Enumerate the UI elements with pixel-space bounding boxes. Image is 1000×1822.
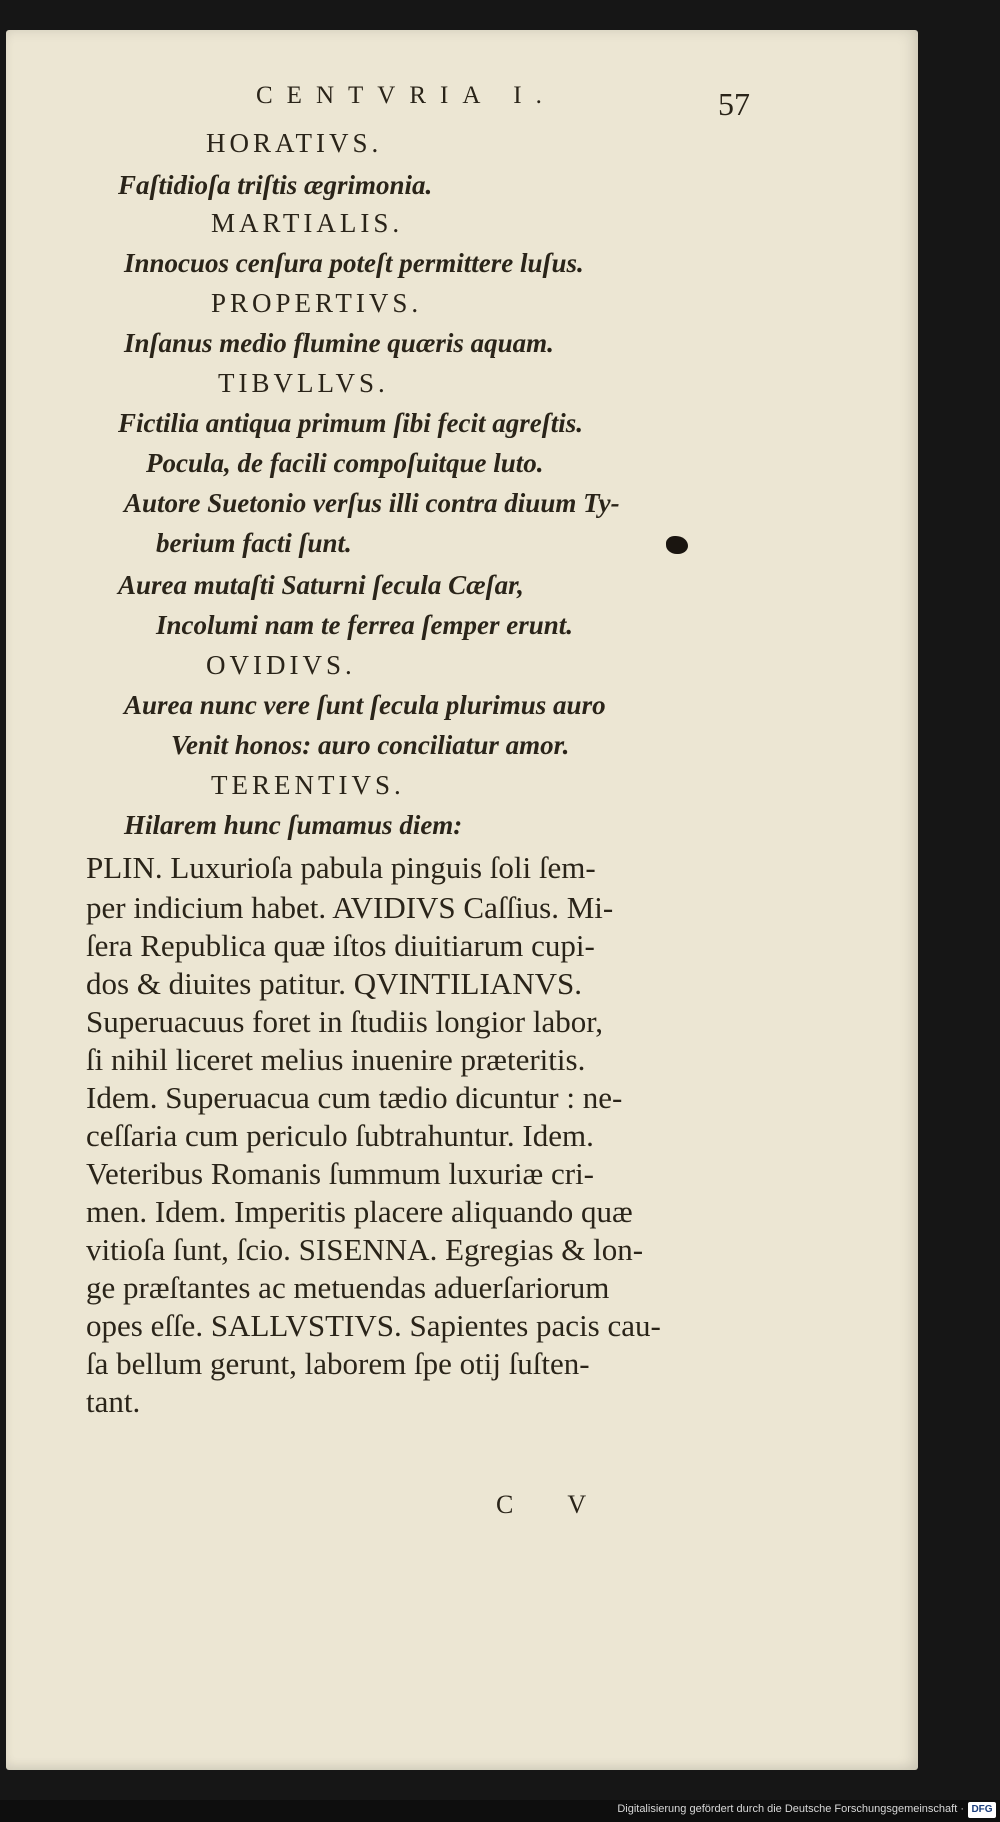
prose-line: opes eſſe. SALLVSTIVS. Sapientes pacis cau- [86, 1308, 661, 1343]
author-heading: TIBVLLVS. [218, 368, 389, 398]
page-header [6, 30, 918, 122]
prose-line: Veteribus Romanis ſummum luxuriæ cri- [86, 1156, 595, 1191]
verse-line: Venit honos: auro conciliatur amor. [171, 730, 570, 760]
prose-line: Idem. Superuacua cum tædio dicuntur : ne- [86, 1080, 623, 1115]
prose-line: vitioſa ſunt, ſcio. SISENNA. Egregias & lon- [86, 1232, 644, 1267]
verse-line: Aurea nunc vere ſunt ſecula plurimus auro [124, 690, 606, 720]
prose-line: ſa bellum gerunt, laborem ſpe otij ſuſten- [86, 1346, 590, 1381]
verse-line: Innocuos cenſura poteſt permittere luſus. [124, 248, 584, 278]
ink-stain [666, 536, 688, 554]
author-heading: TERENTIVS. [211, 770, 405, 800]
signature-mark: C V [496, 1490, 611, 1519]
prose-line: PLIN. Luxurioſa pabula pinguis ſoli ſem- [86, 850, 596, 885]
author-heading: PROPERTIVS. [211, 288, 423, 318]
author-heading: MARTIALIS. [211, 208, 404, 238]
verse-line: Inſanus medio flumine quæris aquam. [124, 328, 554, 358]
verse-line: Fictilia antiqua primum ſibi fecit agreſtis. [118, 408, 584, 438]
verse-line: Aurea mutaſti Saturni ſecula Cæſar, [118, 570, 524, 600]
prose-line: dos & diuites patitur. QVINTILIANVS. [86, 966, 582, 1001]
footer-bar [0, 1800, 1000, 1822]
verse-line: Faſtidioſa triſtis ægrimonia. [118, 170, 433, 200]
page-number: 57 [718, 86, 750, 122]
dfg-logo: DFG [968, 1802, 996, 1818]
verse-line: berium facti ſunt. [156, 528, 352, 558]
prose-line: men. Idem. Imperitis placere aliquando quæ [86, 1194, 633, 1229]
prose-line: ge præſtantes ac metuendas aduerſariorum [86, 1270, 610, 1305]
prose-line: per indicium habet. AVIDIVS Caſſius. Mi- [86, 890, 614, 925]
digitization-credit: Digitalisierung gefördert durch die Deutsche Forschungsgemeinschaft · [617, 1803, 964, 1815]
verse-line: Incolumi nam te ferrea ſemper erunt. [156, 610, 573, 640]
author-heading: OVIDIVS. [206, 650, 356, 680]
prose-line: Superuacuus foret in ſtudiis longior labor, [86, 1004, 604, 1039]
prose-line: ceſſaria cum periculo ſubtrahuntur. Idem. [86, 1118, 594, 1153]
verse-line: Pocula, de facili compoſuitque luto. [146, 448, 544, 478]
prose-line: ſi nihil liceret melius inuenire præteritis. [86, 1042, 586, 1077]
prose-line: ſera Republica quæ iſtos diuitiarum cupi- [86, 928, 595, 963]
book-page [6, 30, 918, 1770]
prose-line: tant. [86, 1384, 141, 1419]
running-head: CENTVRIA I. [256, 82, 556, 109]
verse-line: Autore Suetonio verſus illi contra diuum Ty- [124, 488, 620, 518]
author-heading: HORATIVS. [206, 128, 383, 158]
verse-line: Hilarem hunc ſumamus diem: [124, 810, 463, 840]
